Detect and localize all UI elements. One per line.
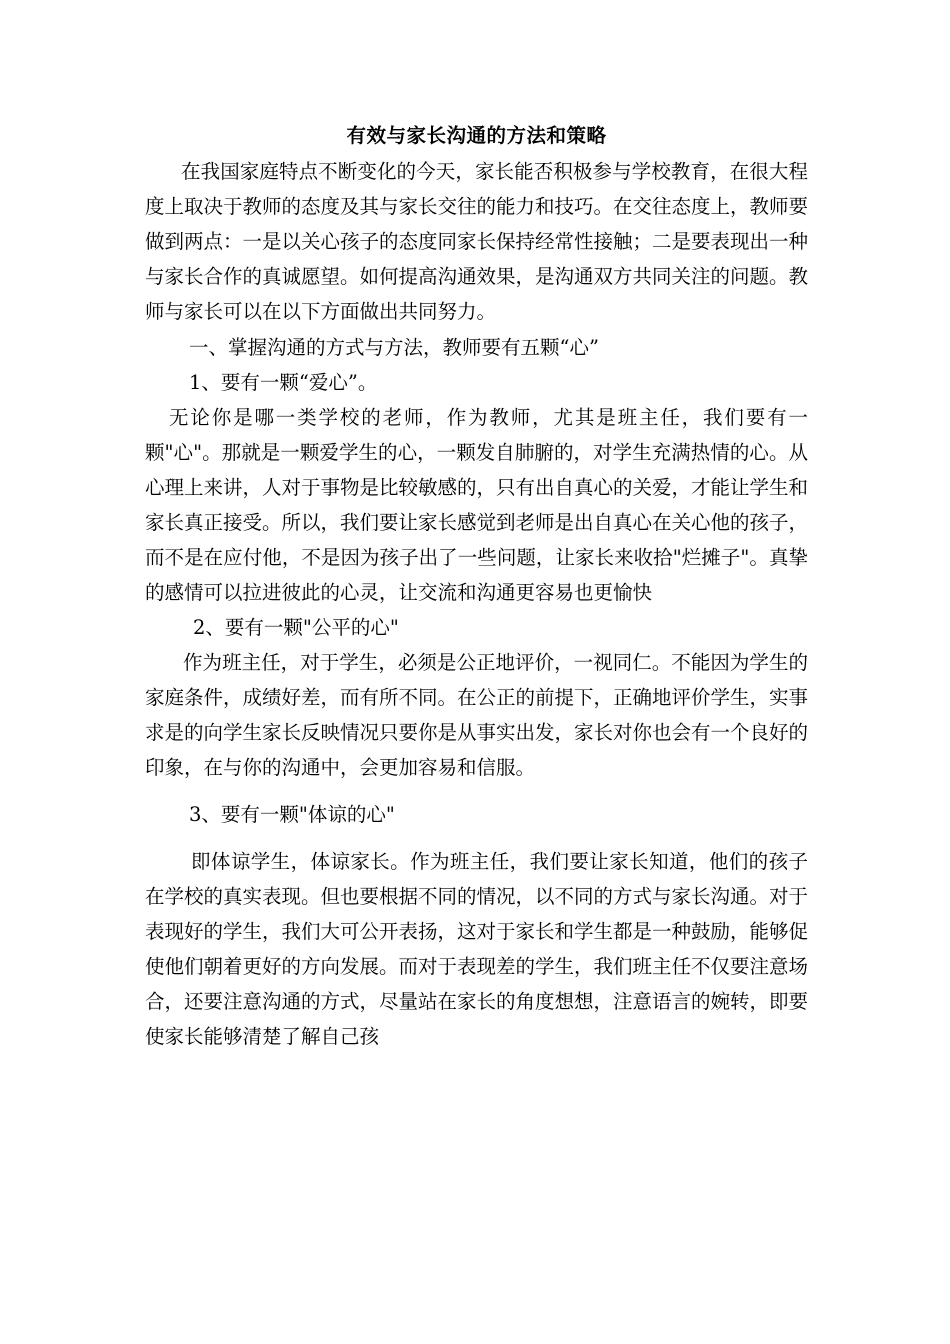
spacer [145, 785, 808, 797]
paragraph-understanding-heart: 即体谅学生，体谅家长。作为班主任，我们要让家长知道，他们的孩子在学校的真实表现。但也要根据不同的情况，以不同的方式与家长沟通。对于表现好的学生，我们大可公开表扬，这对于家长和学生都是一种鼓励，能够促使他们朝着更好的方向发展。而对于表现差的学生，我们班主任不仅要注意场合，还要注意沟通的方式，尽量站在家长的角度想想，注意语言的婉转，即要使家长能够清楚了解自己孩 [145, 850, 809, 1048]
document-page [145, 118, 808, 1054]
section-heading-1: 一、掌握沟通的方式与方法，教师要有五颗“心” [189, 336, 599, 359]
spacer [145, 832, 808, 844]
paragraph-fair-heart: 作为班主任，对于学生，必须是公正地评价，一视同仁。不能因为学生的家庭条件，成绩好差，而有所不同。在公正的前提下，正确地评价学生，实事求是的向学生家长反映情况只要你是从事实出发，家长对你也会有一个良好的印象，在与你的沟通中，会更加容易和信服。 [145, 651, 809, 779]
document-title: 有效与家长沟通的方法和策略 [346, 124, 607, 147]
subheading-understanding-heart: 3、要有一颗"体谅的心" [189, 803, 395, 826]
subheading-fair-heart: 2、要有一颗"公平的心" [193, 616, 399, 639]
subheading-love-heart: 1、要有一颗“爱心”。 [189, 371, 378, 394]
paragraph-love-heart: 无论你是哪一类学校的老师，作为教师，尤其是班主任，我们要有一颗"心"。那就是一颗爱学生的心，一颗发自肺腑的，对学生充满热情的心。从心理上来讲，人对于事物是比较敏感的，只有出自真心的关爱，才能让学生和家长真正接受。所以，我们要让家长感觉到老师是出自真心在关心他的孩子，而不是在应付他，不是因为孩子出了一些问题，让家长来收拾"烂摊子"。真挚的感情可以拉进彼此的心灵，让交流和沟通更容易也更愉快 [145, 406, 809, 604]
intro-paragraph: 在我国家庭特点不断变化的今天，家长能否积极参与学校教育，在很大程度上取决于教师的态度及其与家长交往的能力和技巧。在交往态度上，教师要做到两点：一是以关心孩子的态度同家长保持经常性接触；二是要表现出一种与家长合作的真诚愿望。如何提高沟通效果，是沟通双方共同关注的问题。教师与家长可以在以下方面做出共同努力。 [145, 160, 809, 323]
